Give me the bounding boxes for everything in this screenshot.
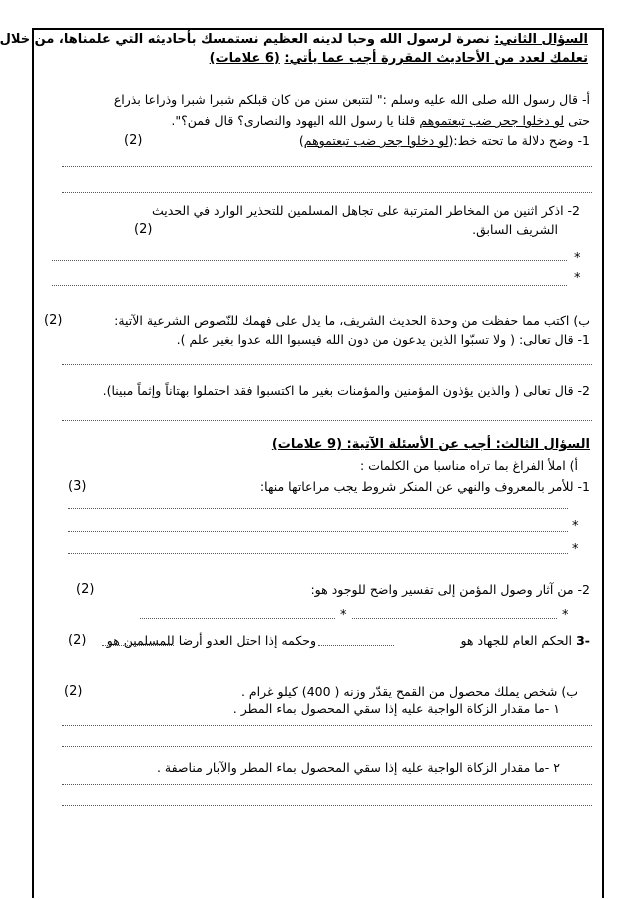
q3-a3-part2: وحكمه إذا احتل العدو أرضا للمسلمين هو (106, 633, 316, 648)
answer-line[interactable] (62, 364, 592, 365)
bullet: * (572, 519, 579, 534)
bullet: * (340, 608, 347, 623)
bullet: * (574, 271, 581, 286)
q2-a1-close: ) (298, 133, 304, 148)
q2-heading-label: السؤال الثاني: (494, 32, 588, 47)
q3-b2: ٢ -ما مقدار الزكاة الواجبة عليه إذا سقي المحصول بماء المطر والآبار مناصفة . (156, 760, 560, 775)
answer-line[interactable] (62, 166, 592, 167)
q3-b-marks: (2) (64, 684, 83, 699)
q2-a2-line2: الشريف السابق. (472, 222, 558, 237)
q3-b-intro: ب) شخص يملك محصول من القمح يقدّر وزنه ( 400) كيلو غرام . (240, 684, 578, 699)
q2-heading-line1 (0, 32, 588, 48)
q3-a2-marks: (2) (76, 582, 95, 597)
answer-line[interactable] (62, 784, 592, 785)
q2-a-hadith-line2-end: قلنا يا رسول الله اليهود والنصارى؟ قال فمن؟". (171, 113, 416, 128)
answer-line[interactable] (68, 553, 568, 554)
q3-b1: ١ -ما مقدار الزكاة الواجبة عليه إذا سقي المحصول بماء المطر . (232, 701, 560, 716)
answer-line[interactable] (62, 420, 592, 421)
q2-a1-question (299, 133, 590, 149)
q2-heading-line2 (210, 51, 588, 67)
q2-a1-text: 1- وضح دلالة ما تحته خط:( (448, 133, 590, 148)
q3-a1-marks: (3) (68, 479, 87, 494)
bullet: * (562, 608, 569, 623)
q2-a-hadith-underlined: لو دخلوا جحر ضب تبعتموهم (419, 113, 565, 128)
q3-a3-num: 3- (576, 633, 590, 648)
bullet: * (574, 251, 581, 266)
q3-a1: 1- للأمر بالمعروف والنهي عن المنكر شروط يجب مراعاتها منها: (259, 479, 590, 494)
q2-b-intro: ب) اكتب مما حفظت من وحدة الحديث الشريف، ما يدل على فهمك للنّصوص الشرعية الآتية: (114, 313, 590, 328)
answer-line[interactable] (62, 746, 592, 747)
q2-a2-marks: (2) (134, 222, 153, 237)
q2-a-hadith-line2 (171, 113, 590, 129)
bullet: * (572, 542, 579, 557)
answer-line[interactable] (318, 645, 394, 646)
q2-a2-line1: 2- اذكر اثنين من المخاطر المترتبة على تجاهل المسلمين للتحذير الوارد في الحديث (152, 203, 580, 218)
q2-heading-text: نصرة لرسول الله وحبا لدينه العظيم نستمسك بأحاديثه التي علمناها، من خلال (0, 32, 490, 47)
answer-line[interactable] (68, 508, 568, 509)
answer-line[interactable] (52, 260, 567, 261)
q2-heading-line2-text: تعلمك لعدد من الأحاديث المقررة أجب عما يأتي: (284, 51, 588, 66)
q2-a-hadith-line2-start: حتى (568, 113, 590, 128)
answer-line[interactable] (140, 618, 335, 619)
q2-b-marks: (2) (44, 313, 63, 328)
q2-a1-underlined: لو دخلوا جحر ضب تبعتموهم (303, 133, 449, 148)
q3-a2: 2- من آثار وصول المؤمن إلى تفسير واضح للوجود هو: (310, 582, 590, 597)
q2-a-hadith-line1: أ- قال رسول الله صلى الله عليه وسلم :" لتتبعن سنن من كان قبلكم شبرا شبرا وذراعا بذراع (113, 92, 590, 107)
q2-b1: 1- قال تعالى: ( ولا تسبّوا الذين يدعون من دون الله فيسبوا الله عدوا بغير علم ). (176, 332, 590, 347)
answer-line[interactable] (352, 618, 557, 619)
answer-line[interactable] (52, 285, 567, 286)
q2-b2: 2- قال تعالى ( والذين يؤذون المؤمنين والمؤمنات بغير ما اكتسبوا فقد احتملوا بهتاناً وإثماً مبينا). (102, 383, 590, 398)
q3-a-intro: أ) املأ الفراغ بما تراه مناسبا من الكلمات : (360, 458, 578, 473)
q3-a3-marks: (2) (68, 633, 87, 648)
q3-a3-part1: الحكم العام للجهاد هو (460, 633, 572, 648)
q3-heading: السؤال الثالث: أجب عن الأسئلة الآتية: (9 علامات) (271, 437, 590, 452)
answer-line[interactable] (102, 645, 174, 646)
q2-heading-marks: (6 علامات) (209, 51, 280, 66)
q2-a1-marks: (2) (124, 133, 143, 148)
answer-line[interactable] (62, 725, 592, 726)
answer-line[interactable] (68, 531, 568, 532)
answer-line[interactable] (62, 192, 592, 193)
answer-line[interactable] (62, 805, 592, 806)
